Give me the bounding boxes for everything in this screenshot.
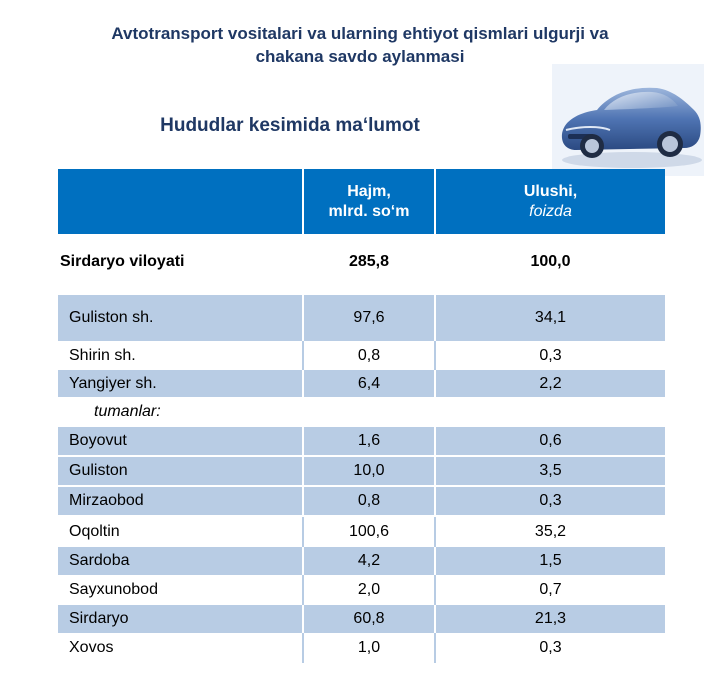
row-volume: 1,6 — [302, 427, 434, 455]
table-row — [58, 517, 665, 547]
header-empty-cell — [58, 169, 302, 234]
page-subtitle: Hududlar kesimida ma‘lumot — [160, 115, 420, 136]
table-row — [58, 427, 665, 457]
row-volume: 97,6 — [302, 295, 434, 341]
row-volume: 2,0 — [302, 575, 434, 605]
row-volume: 4,2 — [302, 547, 434, 575]
regions-table — [58, 169, 665, 663]
row-volume: 10,0 — [302, 457, 434, 485]
table-row — [58, 575, 665, 605]
table-row — [58, 370, 665, 397]
row-share: 0,3 — [434, 633, 665, 663]
header-share-line2: foizda — [529, 202, 572, 220]
row-name: Guliston — [69, 462, 128, 479]
row-share: 35,2 — [434, 517, 665, 547]
row-share: 1,5 — [434, 547, 665, 575]
row-name: Guliston sh. — [69, 309, 154, 326]
row-volume: 0,8 — [302, 487, 434, 515]
empty-cell — [302, 397, 434, 427]
row-name: Sardoba — [69, 552, 130, 569]
title-line-2: chakana savdo aylanmasi — [255, 47, 465, 66]
row-share: 2,2 — [434, 370, 665, 397]
row-volume: 100,6 — [302, 517, 434, 547]
row-name: Oqoltin — [69, 523, 120, 540]
table-row — [58, 341, 665, 370]
row-name: Xovos — [69, 639, 114, 656]
table-row — [58, 633, 665, 663]
row-name: Sirdaryo — [69, 610, 129, 627]
header-share-line1: Ulushi, — [523, 182, 578, 200]
car-image — [552, 64, 704, 176]
districts-label: tumanlar: — [94, 403, 161, 420]
row-volume: 60,8 — [302, 605, 434, 633]
total-row — [58, 234, 665, 289]
row-share: 0,7 — [434, 575, 665, 605]
row-share: 34,1 — [434, 295, 665, 341]
row-volume: 285,8 — [302, 234, 434, 289]
table-row — [58, 289, 665, 341]
header-volume-line2: mlrd. so‘m — [328, 202, 410, 220]
table-header — [58, 169, 665, 234]
row-share: 3,5 — [434, 457, 665, 485]
table-row — [58, 605, 665, 633]
row-name: Sirdaryo viloyati — [60, 252, 185, 270]
empty-cell — [434, 397, 665, 427]
table-row — [58, 457, 665, 487]
row-volume: 6,4 — [302, 370, 434, 397]
row-name: Boyovut — [69, 432, 127, 449]
header-volume — [302, 169, 434, 234]
districts-label-row — [58, 397, 665, 427]
row-share: 0,3 — [434, 487, 665, 515]
row-share: 100,0 — [434, 234, 665, 289]
row-name: Mirzaobod — [69, 492, 144, 509]
row-share: 0,3 — [434, 341, 665, 370]
table-row — [58, 487, 665, 517]
title-line-1: Avtotransport vositalari va ularning ehtiyot qismlari ulgurji va — [111, 24, 609, 43]
header-share — [434, 169, 665, 234]
page-title — [20, 22, 700, 68]
row-volume: 0,8 — [302, 341, 434, 370]
row-volume: 1,0 — [302, 633, 434, 663]
row-share: 21,3 — [434, 605, 665, 633]
table-row — [58, 547, 665, 575]
row-name: Shirin sh. — [69, 346, 136, 364]
row-name: Sayxunobod — [69, 581, 158, 598]
row-name: Yangiyer sh. — [69, 374, 157, 392]
row-share: 0,6 — [434, 427, 665, 455]
header-volume-line1: Hajm, — [347, 182, 391, 200]
